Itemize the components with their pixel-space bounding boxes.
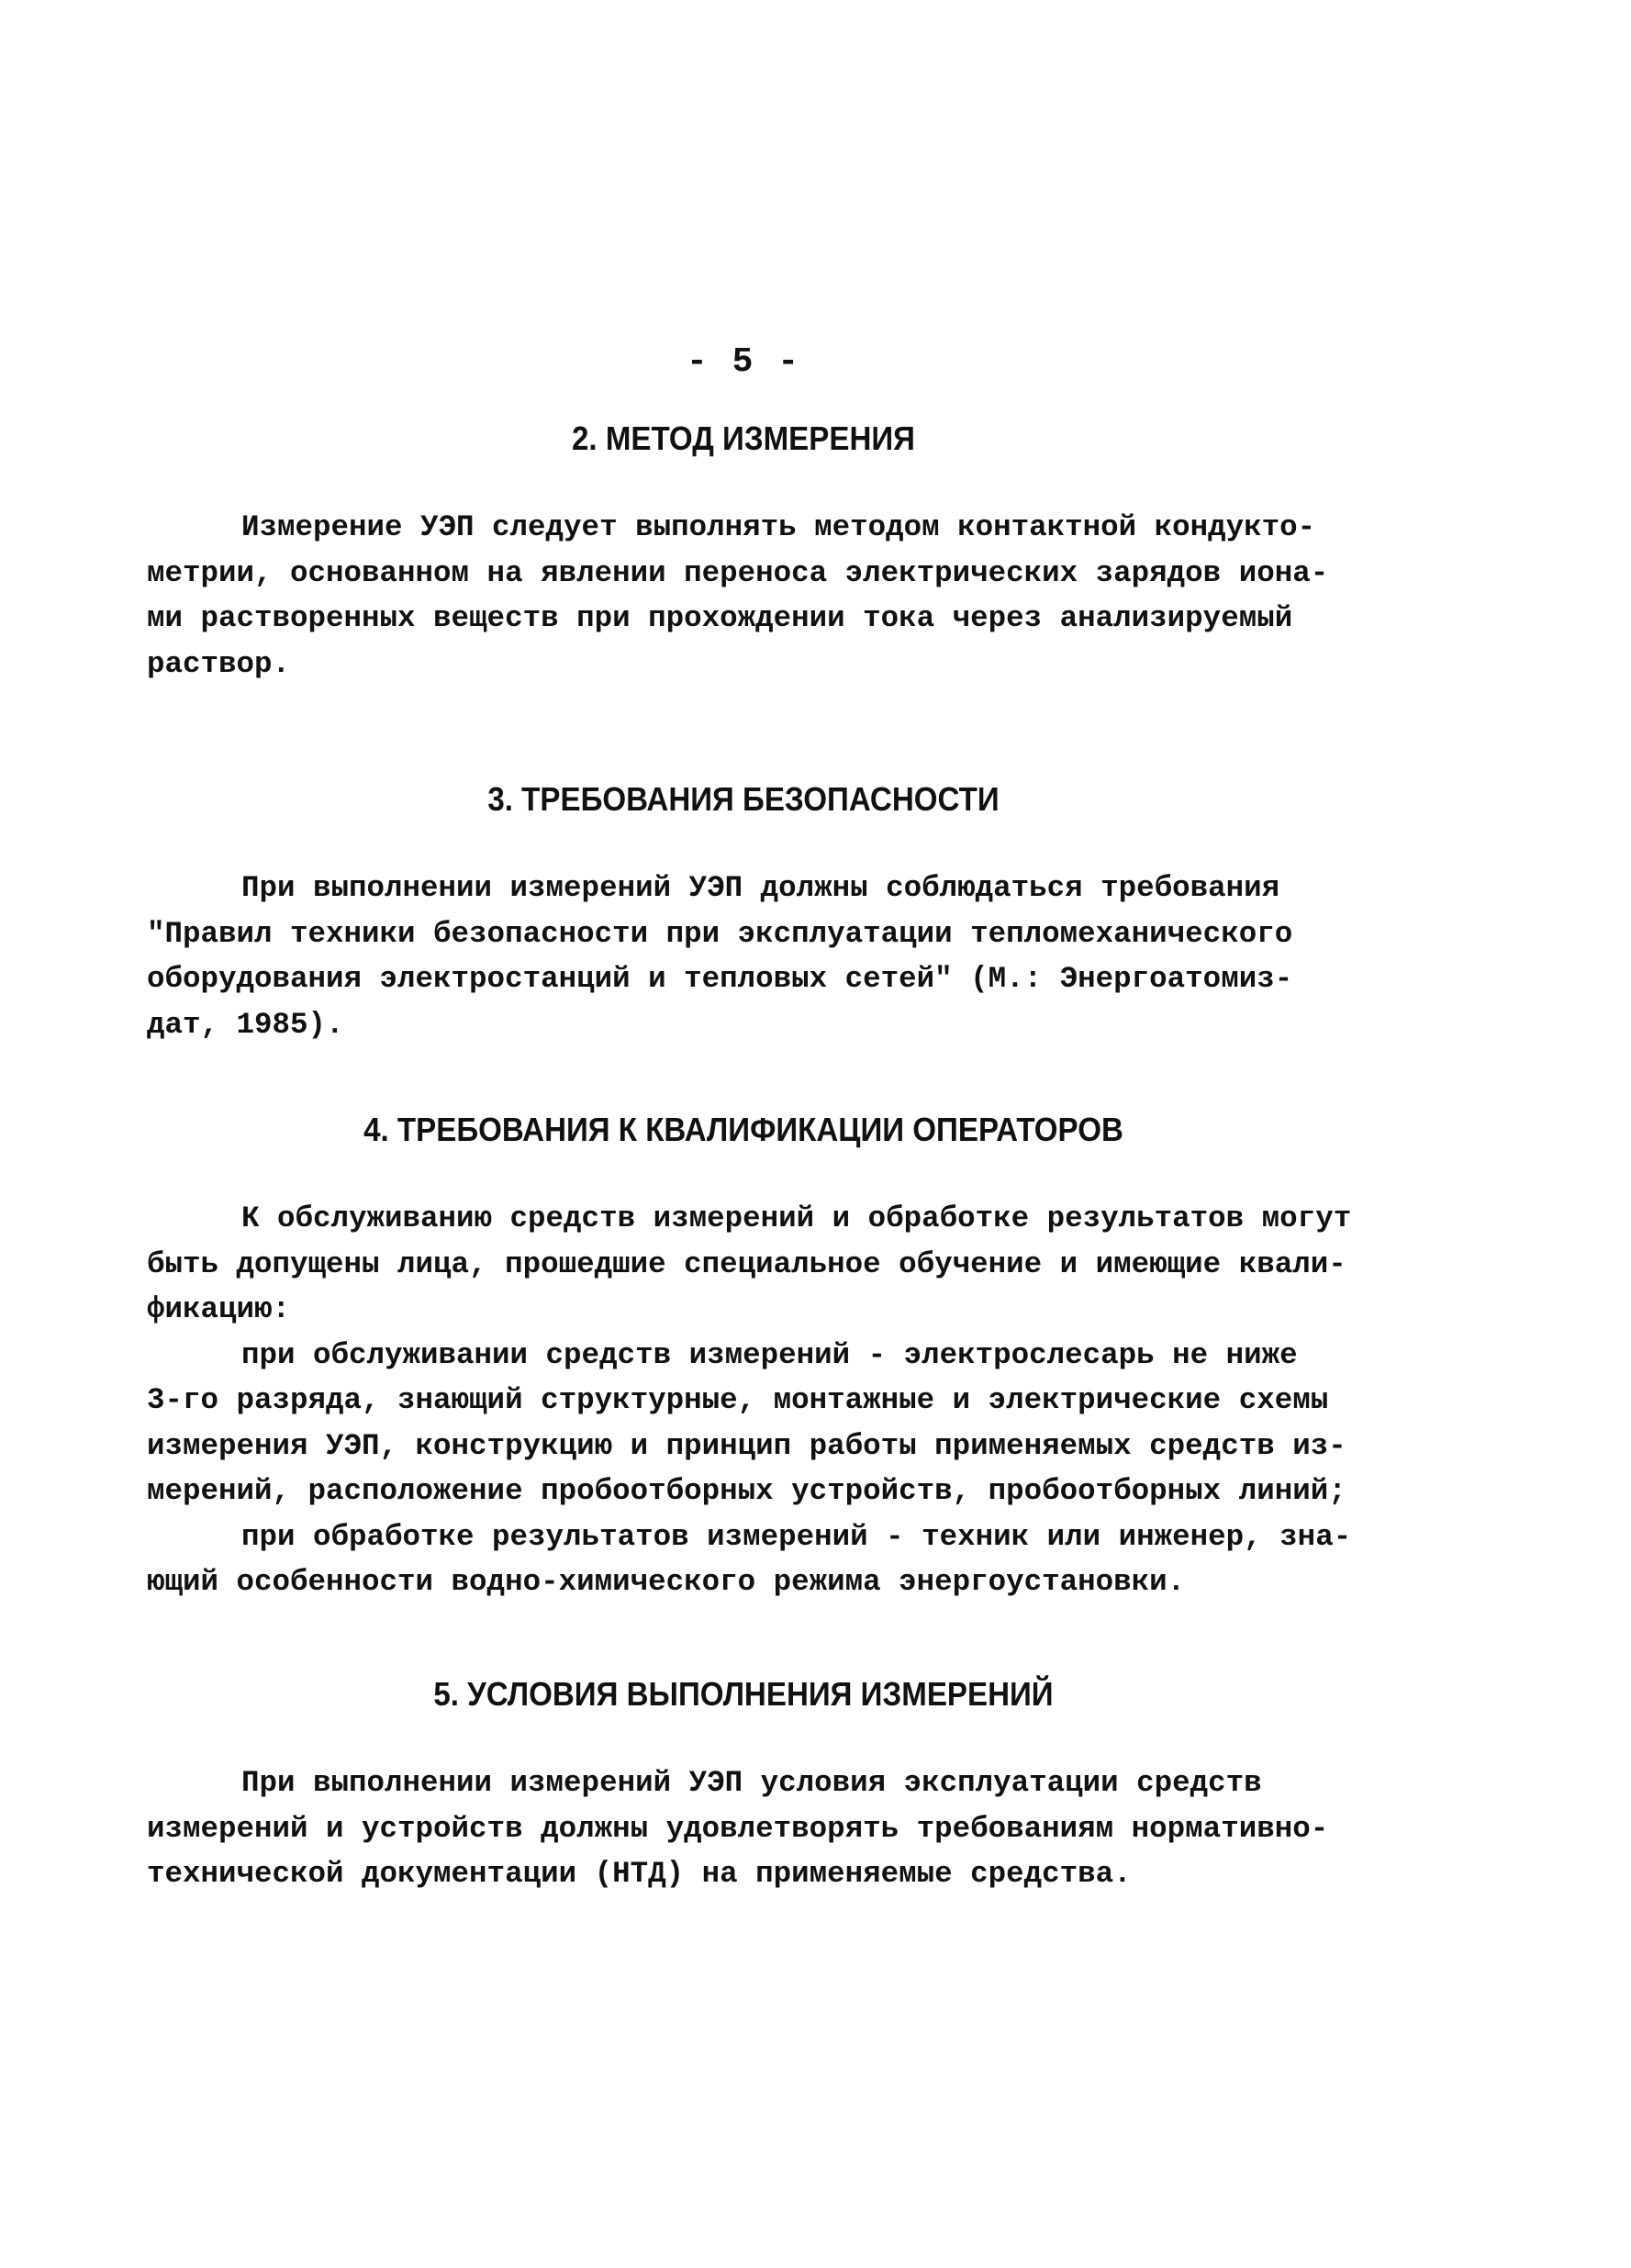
page-number: - 5 - [686,342,801,382]
section-2-heading: 2. МЕТОД ИЗМЕРЕНИЯ [572,419,915,457]
paragraph-line: "Правил техники безопасности при эксплуатации тепломеханического [147,916,1293,951]
paragraph-line: при обслуживании средств измерений - электрослесарь не ниже [241,1337,1298,1372]
paragraph-line: 3-го разряда, знающий структурные, монтажные и электрические схемы [147,1383,1329,1417]
paragraph-line: быть допущены лица, прошедшие специальное обучение и имеющие квали- [147,1246,1346,1281]
paragraph-line: измерений и устройств должны удовлетворять требованиям нормативно- [147,1811,1329,1846]
paragraph-line: При выполнении измерений УЭП должны соблюдаться требования [241,871,1280,905]
section-3-paragraph [147,866,1395,1047]
paragraph-line: раствор. [147,646,291,681]
paragraph-line: технической документации (НТД) на применяемые средства. [147,1857,1132,1891]
paragraph-line: при обработке результатов измерений - техник или инженер, зна- [241,1519,1352,1554]
paragraph-line: ми растворенных веществ при прохождении тока через анализируемый [147,601,1293,635]
paragraph-line: К обслуживанию средств измерений и обработке результатов могут [241,1201,1352,1235]
paragraph-line: оборудования электростанций и тепловых сетей" (М.: Энергоатомиз- [147,962,1293,996]
section-4-paragraph [147,1196,1395,1605]
paragraph-line: При выполнении измерений УЭП условия эксплуатации средств [241,1766,1262,1800]
paragraph-line: фикацию: [147,1292,291,1326]
paragraph-line: дат, 1985). [147,1007,344,1042]
section-3-heading: 3. ТРЕБОВАНИЯ БЕЗОПАСНОСТИ [487,780,1000,818]
paragraph-line: измерения УЭП, конструкцию и принцип работы применяемых средств из- [147,1428,1346,1463]
paragraph-line: ющий особенности водно-химического режима энергоустановки. [147,1565,1186,1599]
paragraph-line: метрии, основанном на явлении переноса электрических зарядов иона- [147,555,1329,590]
section-4-heading: 4. ТРЕБОВАНИЯ К КВАЛИФИКАЦИИ ОПЕРАТОРОВ [363,1111,1123,1148]
section-2-paragraph [147,505,1395,687]
paragraph-line: Измерение УЭП следует выполнять методом контактной кондукто- [241,510,1316,544]
section-5-paragraph [147,1760,1395,1897]
section-5-heading: 5. УСЛОВИЯ ВЫПОЛНЕНИЯ ИЗМЕРЕНИЙ [433,1675,1054,1713]
paragraph-line: мерений, расположение пробоотборных устройств, пробоотборных линий; [147,1474,1346,1508]
